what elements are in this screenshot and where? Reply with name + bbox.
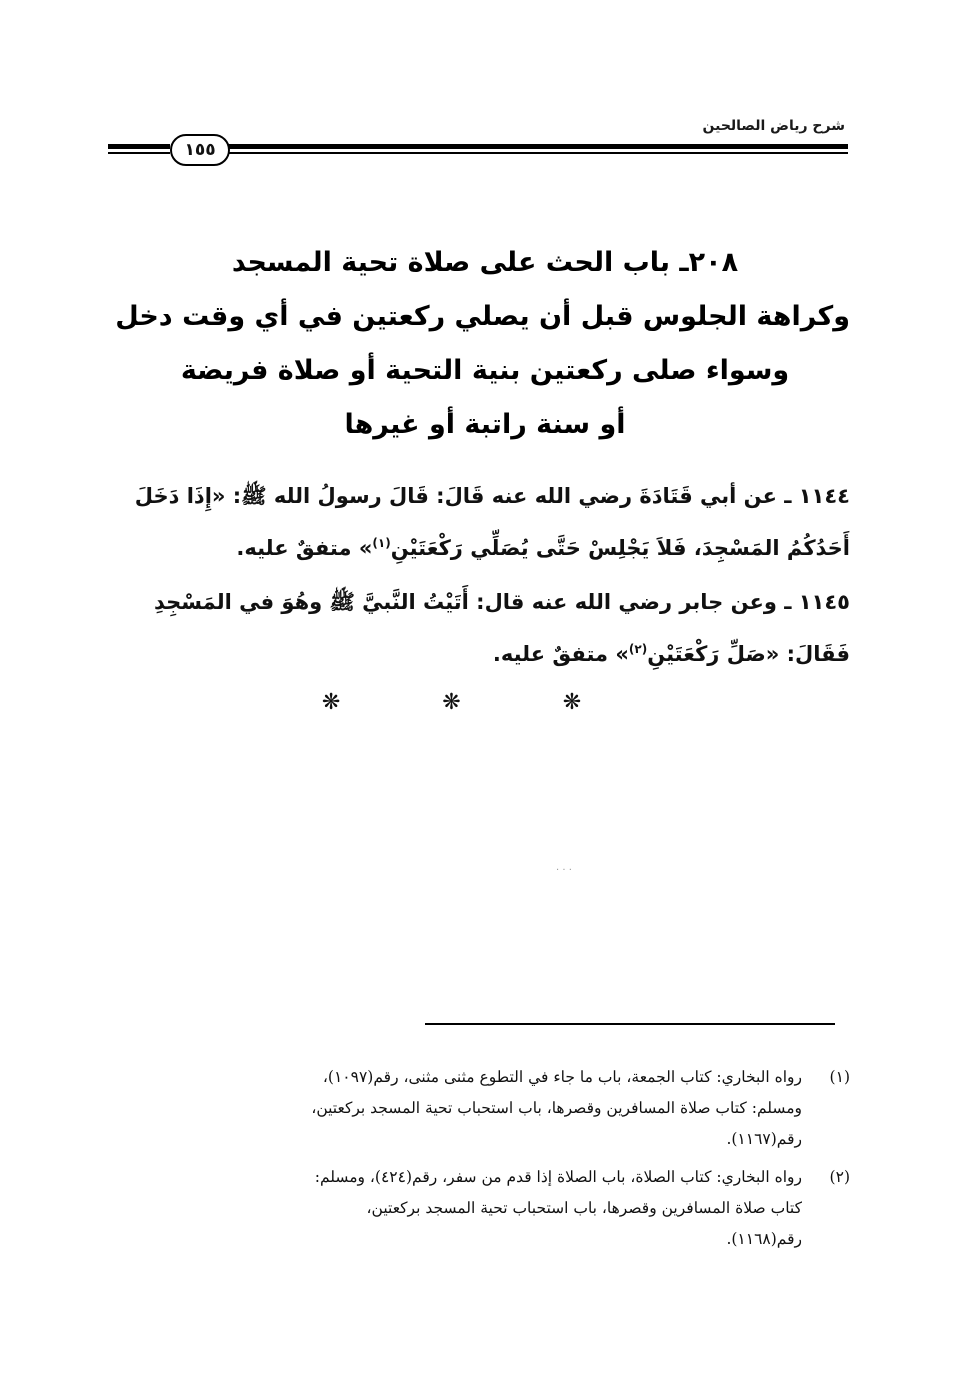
header-rule-thick-left [108, 144, 170, 149]
hadith-text: فَقَالَ: «صَلِّ رَكْعَتَيْنِ [647, 642, 850, 666]
footnote-body [110, 1162, 802, 1255]
chapter-heading-line: أو سنة راتبة أو غيرها [344, 409, 626, 440]
running-title: شرح رياض الصالحين [702, 118, 845, 134]
hadith-text: » متفقٌ عليه. [236, 536, 373, 560]
footnote-1 [110, 1062, 850, 1155]
footnote-ref[interactable]: (٢) [628, 642, 648, 656]
hadith-text: » متفقٌ عليه. [492, 642, 629, 666]
footnote-2 [110, 1162, 850, 1255]
footnote-line: رواه البخاري: كتاب الصلاة، باب الصلاة إذا قدم من سفر، رقم(٤٢٤)، ومسلم: [314, 1168, 802, 1186]
asterism-icon: ❋ [442, 690, 511, 715]
footnote-line: رقم(١١٦٧). [726, 1130, 802, 1148]
faint-marks: . . . [556, 862, 572, 873]
hadith-line: ١١٤٥ ـ وعن جابر رضي الله عنه قال: أَتَيْتُ النَّبيَّ ﷺ وهُوَ في المَسْجِدِ [154, 590, 850, 614]
hadith-line [108, 628, 850, 680]
hadith-text: أَحَدُكُمُ المَسْجِدَ، فَلاَ يَجْلِسْ حَتَّى يُصَلِّي رَكْعَتَيْنِ [390, 536, 850, 560]
hadith-line [108, 522, 850, 574]
chapter-heading-line: وسواء صلى ركعتين بنية التحية أو صلاة فريضة [180, 355, 790, 386]
chapter-heading-line: وكراهة الجلوس قبل أن يصلي ركعتين في أي وقت دخل [115, 301, 850, 332]
chapter-heading [115, 236, 850, 452]
header-rule [108, 134, 848, 164]
asterism-icon: ❋ [562, 690, 632, 715]
page-number: ١٥٥ [170, 134, 230, 166]
header-rule-thick [228, 144, 848, 149]
hadith-1145 [108, 576, 850, 680]
footnote-line: رقم(١١٦٨). [726, 1230, 802, 1248]
footnote-divider [425, 1023, 835, 1025]
footnote-line: ومسلم: كتاب صلاة المسافرين وقصرها، باب استحباب تحية المسجد بركعتين، [311, 1099, 802, 1117]
asterism-icon: ❋ [321, 690, 391, 715]
header-rule-thin [228, 152, 848, 154]
footnote-number: (١) [829, 1068, 850, 1086]
footnote-number: (٢) [829, 1168, 850, 1186]
header-rule-thin-left [108, 152, 170, 154]
footnote-ref[interactable]: (١) [372, 536, 391, 550]
hadith-1144 [108, 470, 850, 574]
footnote-line: كتاب صلاة المسافرين وقصرها، باب استحباب تحية المسجد بركعتين، [366, 1199, 802, 1217]
footnote-body [110, 1062, 802, 1155]
hadith-line: ١١٤٤ ـ عن أبي قَتَادَةَ رضي الله عنه قَالَ: قَالَ رسولُ الله ﷺ: «إِذَا دَخَلَ [134, 484, 850, 508]
section-separator [0, 690, 953, 715]
chapter-heading-line: ٢٠٨ـ باب الحث على صلاة تحية المسجد [231, 247, 739, 278]
footnote-line: رواه البخاري: كتاب الجمعة، باب ما جاء في التطوع مثنى مثنى، رقم(١٠٩٧)، [322, 1068, 802, 1086]
